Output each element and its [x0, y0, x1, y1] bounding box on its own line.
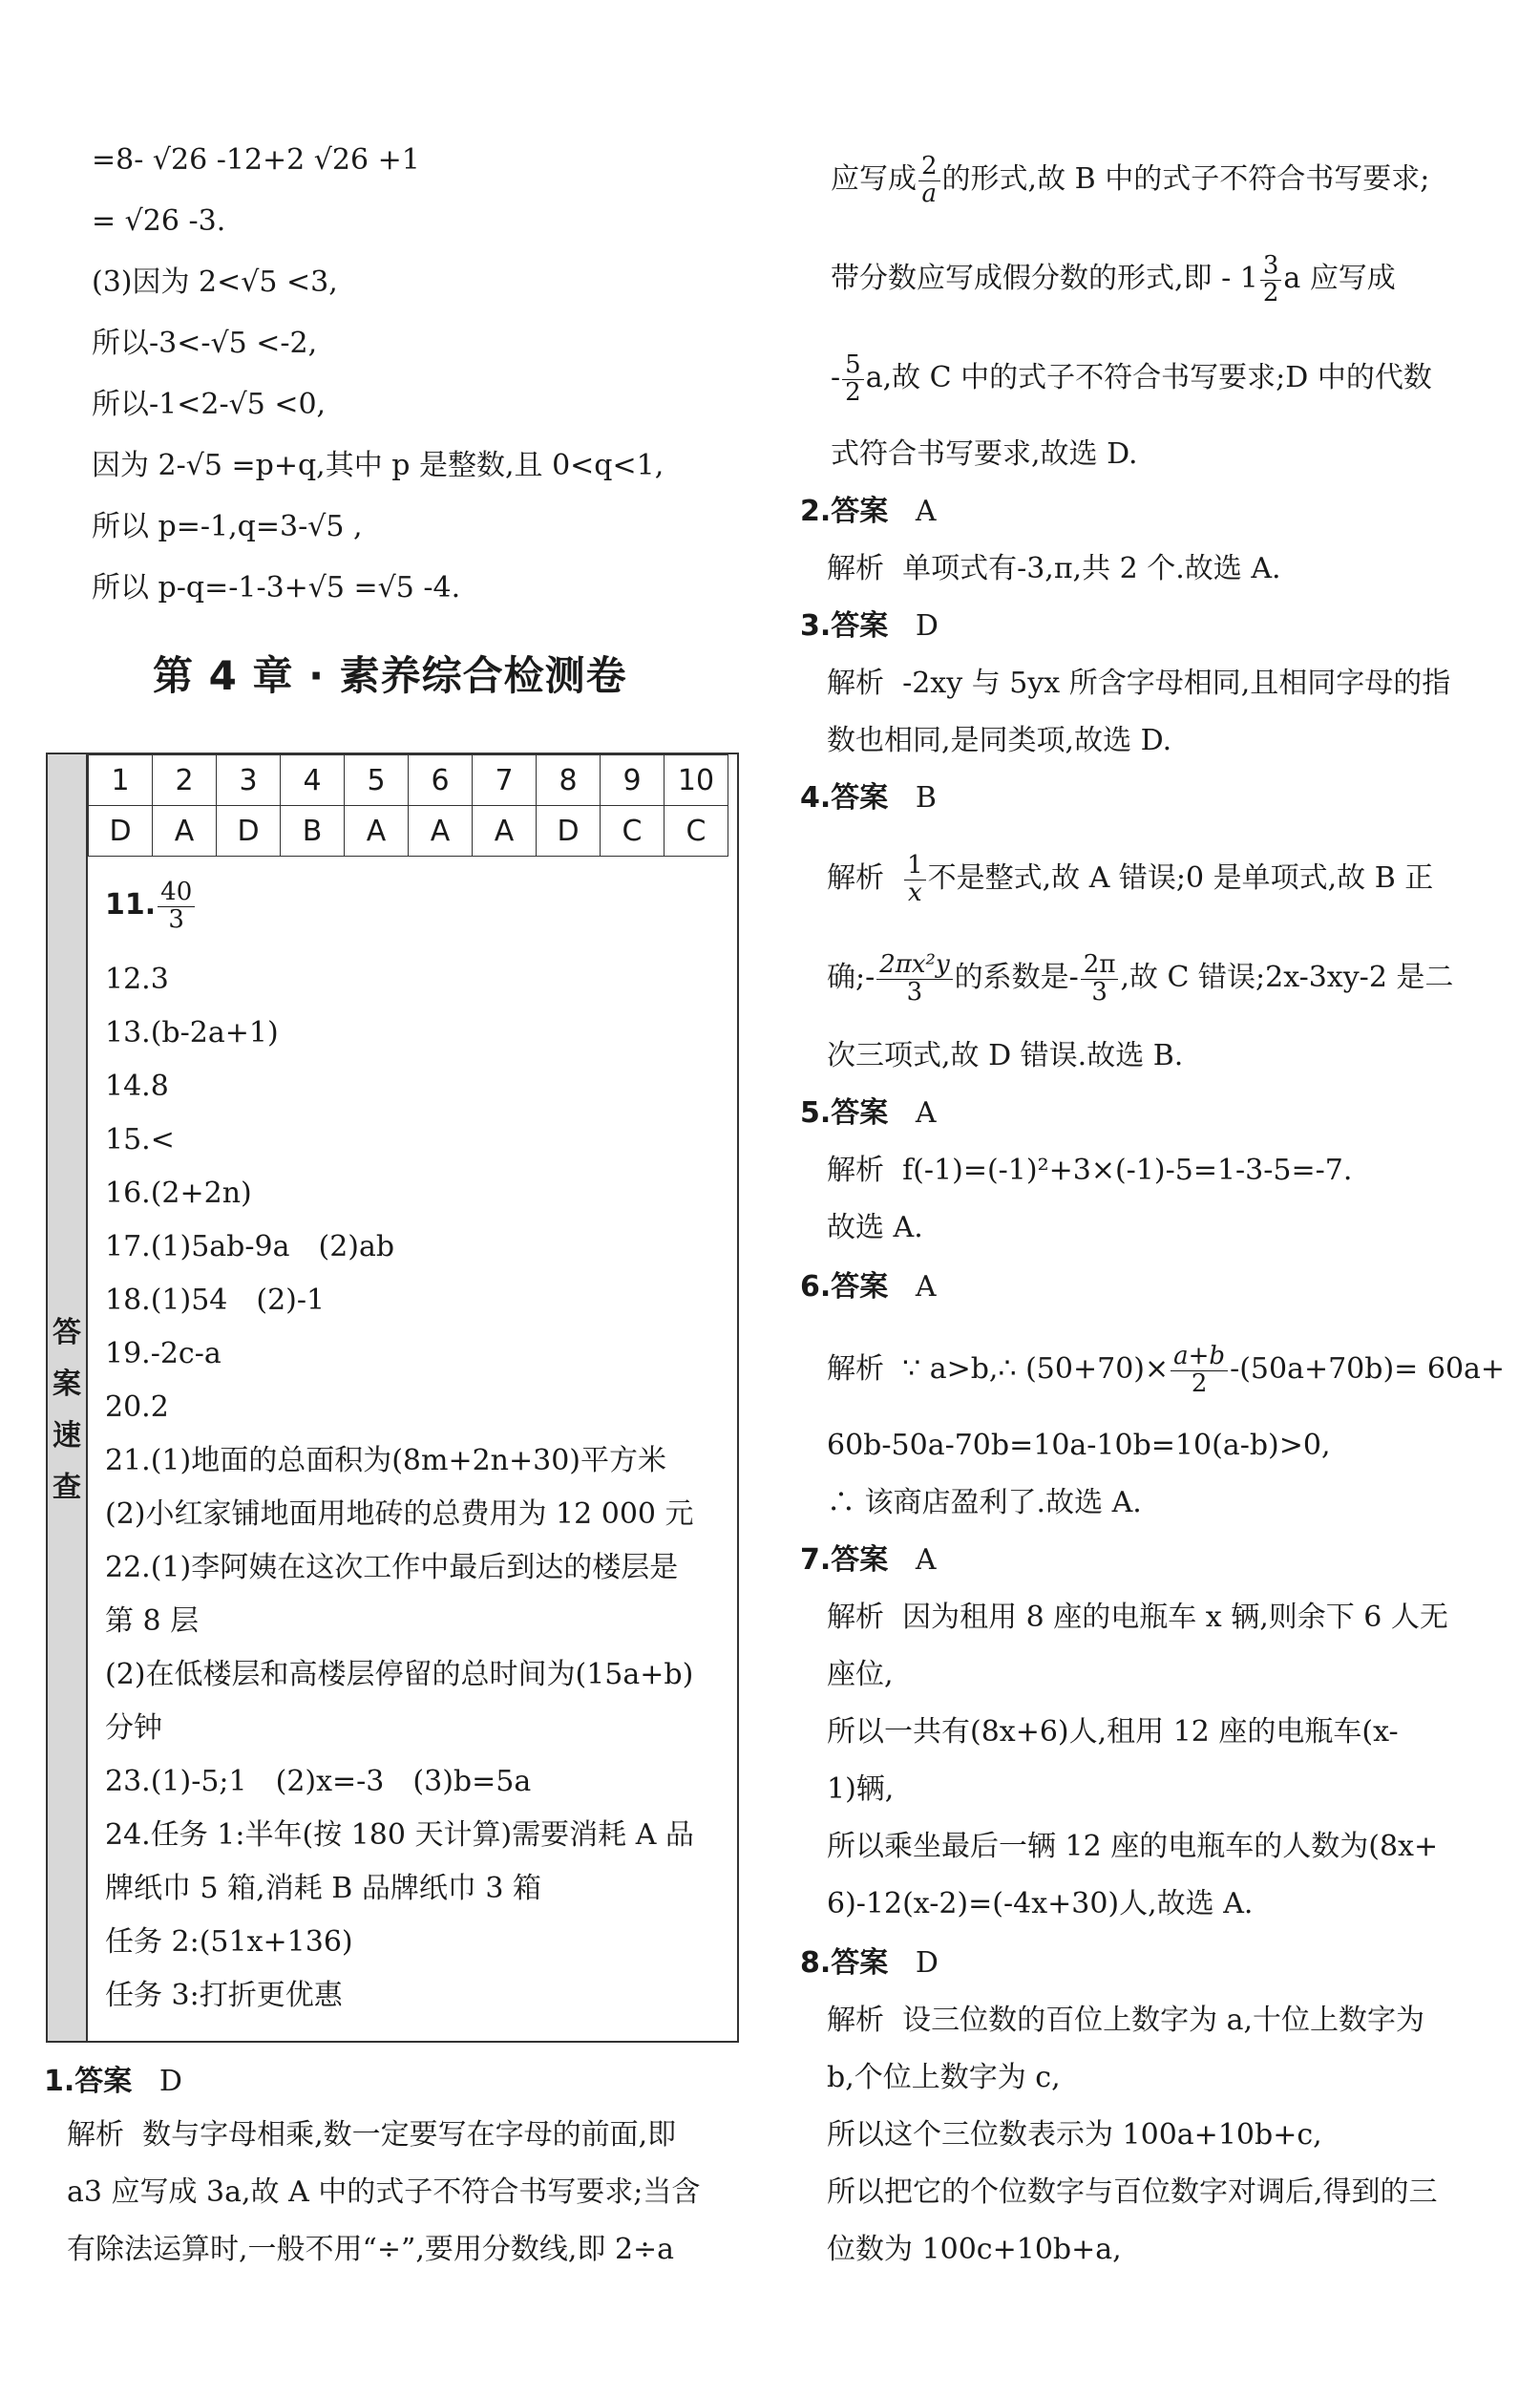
- fraction-numerator: 1: [904, 853, 926, 880]
- grid-answer: A: [345, 806, 409, 857]
- fraction-numerator: 2: [918, 154, 940, 180]
- q7-answer-head: 7.答案: [800, 1543, 889, 1577]
- fraction-numerator: 2π: [1081, 952, 1119, 979]
- q5-answer-value: A: [915, 1096, 937, 1130]
- chapter-title: 第 4 章 · 素养综合检测卷: [153, 652, 627, 699]
- text: 的形式,故 B 中的式子不符合书写要求;: [941, 162, 1430, 196]
- q4-explain-label: 解析: [827, 861, 884, 895]
- text: 带分数应写成假分数的形式,即 - 1: [831, 262, 1258, 295]
- calc-line-2: = √26 -3.: [92, 204, 226, 238]
- grid-answer: D: [89, 806, 153, 857]
- answer-grid-numbers-row: [89, 755, 728, 806]
- fraction: [842, 352, 864, 406]
- q1-answer-line: [44, 2065, 182, 2099]
- q3-explain-line-1: [827, 667, 1450, 701]
- q8-explain-line-3: 所以这个三位数表示为 100a+10b+c,: [827, 2118, 1322, 2152]
- text: -: [831, 361, 841, 394]
- side-char-2: 案: [53, 1368, 81, 1401]
- fraction: [918, 154, 940, 207]
- q8-explain-label: 解析: [827, 2004, 884, 2037]
- q7-explain-line-1: [827, 1601, 1448, 1635]
- answer-item: 第 8 层: [105, 1604, 200, 1638]
- q2-answer-head: 2.答案: [800, 495, 889, 528]
- grid-answer: C: [665, 806, 728, 857]
- q4-explain-line-2: [827, 949, 1453, 1007]
- q1-cont-line-4: 式符合书写要求,故选 D.: [831, 437, 1138, 471]
- q7-explain-line-2: 座位,: [827, 1658, 894, 1691]
- fraction-numerator: 40: [158, 880, 195, 906]
- grid-number: 7: [473, 755, 537, 806]
- q7-answer-value: A: [915, 1543, 937, 1577]
- q8-answer-value: D: [915, 1946, 939, 1980]
- q2-answer-line: [800, 495, 937, 529]
- q8-answer-head: 8.答案: [800, 1946, 889, 1980]
- q3-explain-text-1: -2xy 与 5yx 所含字母相同,且相同字母的指: [902, 667, 1451, 700]
- answer-item: 13.(b-2a+1): [105, 1016, 279, 1050]
- answer-item: 分钟: [105, 1711, 162, 1745]
- q1-explain-label: 解析: [67, 2118, 124, 2152]
- q1-cont-line-1: [831, 151, 1429, 208]
- answer-11-fraction: [158, 880, 195, 933]
- q5-explain-line-2: 故选 A.: [827, 1211, 923, 1244]
- answer-item: 任务 2:(51x+136): [105, 1925, 353, 1959]
- q2-explain-line: [827, 552, 1281, 586]
- q7-explain-line-5: 所以乘坐最后一辆 12 座的电瓶车的人数为(8x+: [827, 1830, 1439, 1863]
- answer-item: 17.(1)5ab-9a (2)ab: [105, 1230, 395, 1263]
- grid-number: 6: [409, 755, 473, 806]
- q6-explain-line-2: 60b-50a-70b=10a-10b=10(a-b)>0,: [827, 1429, 1331, 1462]
- fraction: [904, 853, 926, 906]
- text: a,故 C 中的式子不符合书写要求;D 中的代数: [865, 361, 1432, 394]
- q1-explain-line-2: a3 应写成 3a,故 A 中的式子不符合书写要求;当含: [67, 2175, 701, 2209]
- q5-answer-line: [800, 1096, 937, 1131]
- fraction-numerator: 5: [842, 352, 864, 379]
- answer-item: 14.8: [105, 1070, 169, 1103]
- answer-item: 20.2: [105, 1390, 169, 1424]
- q3-answer-value: D: [915, 609, 939, 643]
- grid-number: 8: [537, 755, 601, 806]
- answer-item: 任务 3:打折更优惠: [105, 1979, 343, 2012]
- grid-number: 9: [601, 755, 665, 806]
- fraction: [1171, 1344, 1228, 1397]
- grid-answer: D: [217, 806, 281, 857]
- q4-answer-value: B: [915, 781, 937, 815]
- answer-item: 24.任务 1:半年(按 180 天计算)需要消耗 A 品: [105, 1818, 694, 1852]
- q8-explain-line-5: 位数为 100c+10b+a,: [827, 2233, 1122, 2266]
- grid-answer: A: [409, 806, 473, 857]
- text: 的系数是-: [954, 961, 1079, 994]
- answer-item: 16.(2+2n): [105, 1177, 252, 1210]
- q8-explain-line-1: [827, 2004, 1424, 2038]
- q1-explain-line-3: 有除法运算时,一般不用“÷”,要用分数线,即 2÷a: [67, 2233, 675, 2266]
- answer-item: 12.3: [105, 963, 169, 996]
- grid-number: 5: [345, 755, 409, 806]
- fraction-numerator: 3: [1260, 253, 1282, 280]
- text: ∵ a>b,∴ (50+70)×: [902, 1352, 1170, 1386]
- calc-line-7: 所以 p=-1,q=3-√5 ,: [92, 510, 363, 543]
- q4-answer-head: 4.答案: [800, 781, 889, 815]
- side-char-3: 速: [53, 1419, 81, 1453]
- q8-answer-line: [800, 1946, 939, 1981]
- answer-item: (2)在低楼层和高楼层停留的总时间为(15a+b): [105, 1658, 694, 1691]
- q6-explain-line-1: [827, 1341, 1505, 1398]
- q4-answer-line: [800, 781, 937, 816]
- fraction-numerator: 2πx²y: [876, 952, 952, 979]
- q6-explain-line-3: ∴ 该商店盈利了.故选 A.: [827, 1486, 1142, 1519]
- q8-explain-line-4: 所以把它的个位数字与百位数字对调后,得到的三: [827, 2175, 1438, 2209]
- fraction-denominator: 2: [1262, 278, 1279, 308]
- q1-answer-head: 1.答案: [44, 2065, 133, 2098]
- q3-explain-label: 解析: [827, 667, 884, 700]
- q4-explain-line-3: 次三项式,故 D 错误.故选 B.: [827, 1039, 1184, 1072]
- q6-answer-value: A: [915, 1270, 937, 1304]
- q7-explain-line-3: 所以一共有(8x+6)人,租用 12 座的电瓶车(x-: [827, 1715, 1399, 1749]
- q2-explain-text: 单项式有-3,π,共 2 个.故选 A.: [902, 552, 1281, 585]
- calc-line-5: 所以-1<2-√5 <0,: [92, 388, 327, 421]
- fraction-denominator: x: [908, 878, 922, 907]
- q4-explain-line-1: [827, 850, 1433, 907]
- q6-explain-label: 解析: [827, 1352, 884, 1386]
- text: ,故 C 错误;2x-3xy-2 是二: [1120, 961, 1454, 994]
- answer-grid-answers-row: [89, 806, 728, 857]
- grid-answer: A: [473, 806, 537, 857]
- q6-answer-line: [800, 1270, 937, 1305]
- fraction-denominator: 2: [845, 377, 861, 407]
- answer-item: 23.(1)-5;1 (2)x=-3 (3)b=5a: [105, 1765, 532, 1798]
- fraction-numerator: a+b: [1171, 1344, 1228, 1370]
- answer-item: 15.<: [105, 1123, 175, 1156]
- calc-line-6: 因为 2-√5 =p+q,其中 p 是整数,且 0<q<1,: [92, 449, 665, 482]
- answer-item: 21.(1)地面的总面积为(8m+2n+30)平方米: [105, 1444, 667, 1477]
- answer-11: [105, 877, 197, 934]
- q7-explain-text-1: 因为租用 8 座的电瓶车 x 辆,则余下 6 人无: [902, 1601, 1448, 1634]
- q1-explain-line-1: [67, 2118, 676, 2153]
- answer-item: 19.-2c-a: [105, 1337, 222, 1370]
- q7-explain-label: 解析: [827, 1601, 884, 1634]
- calc-line-1: =8- √26 -12+2 √26 +1: [92, 143, 420, 177]
- answer-item: (2)小红家铺地面用地砖的总费用为 12 000 元: [105, 1497, 694, 1531]
- q1-cont-line-2: [831, 250, 1396, 308]
- text: -(50a+70b)= 60a+: [1230, 1352, 1506, 1386]
- answer-grid: [88, 754, 728, 857]
- grid-number: 10: [665, 755, 728, 806]
- answer-item: 22.(1)李阿姨在这次工作中最后到达的楼层是: [105, 1551, 679, 1584]
- grid-number: 4: [281, 755, 345, 806]
- q5-explain-text-1: f(-1)=(-1)²+3×(-1)-5=1-3-5=-7.: [902, 1154, 1353, 1187]
- answer-item: 牌纸巾 5 箱,消耗 B 品牌纸巾 3 箱: [105, 1872, 541, 1905]
- answer-quick-check-box: [46, 753, 739, 2043]
- q6-answer-head: 6.答案: [800, 1270, 889, 1304]
- q8-explain-text-1: 设三位数的百位上数字为 a,十位上数字为: [902, 2004, 1425, 2037]
- grid-answer: A: [153, 806, 217, 857]
- q5-answer-head: 5.答案: [800, 1096, 889, 1130]
- q5-explain-label: 解析: [827, 1154, 884, 1187]
- q1-cont-line-3: [831, 350, 1432, 407]
- fraction: [1081, 952, 1119, 1006]
- grid-number: 2: [153, 755, 217, 806]
- q7-explain-line-6: 6)-12(x-2)=(-4x+30)人,故选 A.: [827, 1887, 1254, 1920]
- q2-explain-label: 解析: [827, 552, 884, 585]
- answer-box-side-label: [48, 754, 88, 2041]
- q5-explain-line-1: [827, 1154, 1352, 1188]
- fraction-denominator: 3: [906, 977, 923, 1007]
- fraction: [876, 952, 952, 1006]
- text: 应写成: [831, 162, 917, 196]
- q3-explain-line-2: 数也相同,是同类项,故选 D.: [827, 724, 1172, 757]
- side-char-4: 查: [53, 1471, 81, 1504]
- fraction-denominator: a: [921, 179, 938, 208]
- q2-answer-value: A: [915, 495, 937, 528]
- calc-line-8: 所以 p-q=-1-3+√5 =√5 -4.: [92, 571, 461, 605]
- calc-line-4: 所以-3<-√5 <-2,: [92, 327, 318, 360]
- fraction: [1260, 253, 1282, 307]
- fraction-denominator: 3: [168, 904, 184, 934]
- grid-answer: C: [601, 806, 665, 857]
- q1-answer-value: D: [158, 2065, 182, 2098]
- grid-number: 3: [217, 755, 281, 806]
- grid-answer: B: [281, 806, 345, 857]
- q4-explain-text-1: 不是整式,故 A 错误;0 是单项式,故 B 正: [927, 861, 1434, 895]
- grid-number: 1: [89, 755, 153, 806]
- q3-answer-line: [800, 609, 939, 644]
- q8-explain-line-2: b,个位上数字为 c,: [827, 2061, 1061, 2094]
- q3-answer-head: 3.答案: [800, 609, 889, 643]
- side-char-1: 答: [53, 1316, 81, 1349]
- answer-11-number: 11.: [105, 888, 157, 922]
- answer-item: 18.(1)54 (2)-1: [105, 1283, 326, 1317]
- q7-answer-line: [800, 1543, 937, 1578]
- fraction-denominator: 3: [1091, 977, 1108, 1007]
- q7-explain-line-4: 1)辆,: [827, 1772, 895, 1806]
- text: a 应写成: [1283, 262, 1396, 295]
- text: 确;-: [827, 961, 875, 994]
- calc-line-3: (3)因为 2<√5 <3,: [92, 265, 338, 299]
- fraction-denominator: 2: [1191, 1368, 1208, 1398]
- q1-explain-text-1: 数与字母相乘,数一定要写在字母的前面,即: [142, 2118, 677, 2152]
- grid-answer: D: [537, 806, 601, 857]
